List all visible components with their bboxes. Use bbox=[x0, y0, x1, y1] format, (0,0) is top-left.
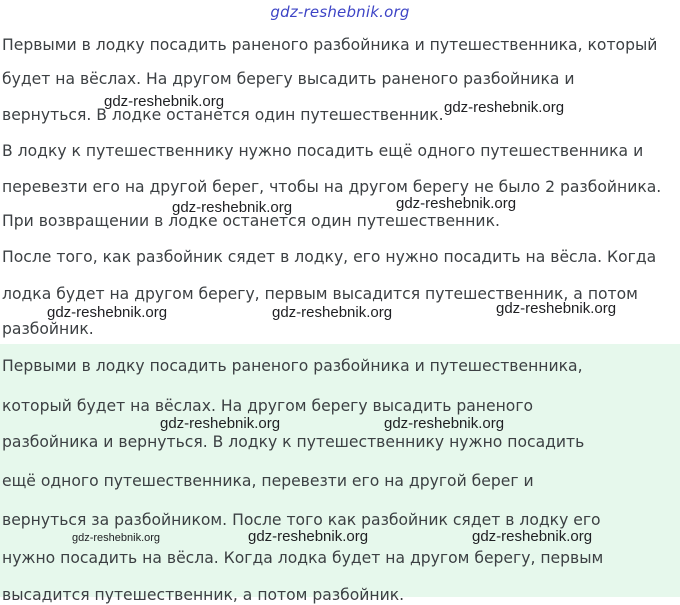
text-line: перевезти его на другой берег, чтобы на другом берегу не было 2 разбойника. bbox=[2, 178, 662, 196]
watermark: gdz-reshebnik.org bbox=[248, 528, 369, 545]
text-line: Первыми в лодку посадить раненого разбойника и путешественника, который bbox=[2, 36, 658, 54]
text-line: вернуться за разбойником. После того как разбойник сядет в лодку его bbox=[2, 511, 601, 529]
watermark: gdz-reshebnik.org bbox=[160, 415, 281, 432]
text-line: ещё одного путешественника, перевезти его на другой берег и bbox=[2, 472, 534, 490]
watermark: gdz-reshebnik.org bbox=[472, 528, 593, 545]
answer-block-2 bbox=[0, 344, 680, 604]
watermark: gdz-reshebnik.org bbox=[396, 195, 517, 212]
text-line: высадится путешественник, а потом разбойник. bbox=[2, 586, 405, 604]
text-line: После того, как разбойник сядет в лодку, его нужно посадить на вёсла. Когда bbox=[2, 248, 657, 266]
text-line: лодка будет на другом берегу, первым высадится путешественник, а потом bbox=[2, 285, 638, 303]
text-line: В лодку к путешественнику нужно посадить ещё одного путешественника и bbox=[2, 142, 644, 160]
watermark: gdz-reshebnik.org bbox=[272, 304, 393, 321]
answer-block-1 bbox=[0, 26, 680, 344]
site-header bbox=[0, 0, 680, 26]
text-line: При возвращении в лодке останется один путешественник. bbox=[2, 212, 500, 230]
text-line: нужно посадить на вёсла. Когда лодка будет на другом берегу, первым bbox=[2, 549, 604, 567]
text-line: вернуться. В лодке останется один путешественник. bbox=[2, 106, 444, 124]
watermark: gdz-reshebnik.org bbox=[47, 304, 168, 321]
text-line: который будет на вёслах. На другом берегу высадить раненого bbox=[2, 397, 534, 415]
watermark: gdz-reshebnik.org bbox=[496, 300, 617, 317]
watermark: gdz-reshebnik.org bbox=[172, 199, 293, 216]
text-line: будет на вёслах. На другом берегу высадить раненого разбойника и bbox=[2, 70, 575, 88]
watermark: gdz-reshebnik.org bbox=[104, 93, 225, 110]
text-line: Первыми в лодку посадить раненого разбойника и путешественника, bbox=[2, 357, 583, 375]
watermark: gdz-reshebnik.org bbox=[444, 99, 565, 116]
watermark: gdz-reshebnik.org bbox=[384, 415, 505, 432]
watermark: gdz-reshebnik.org bbox=[72, 532, 161, 544]
text-line: разбойник. bbox=[2, 320, 94, 338]
site-title-link[interactable]: gdz-reshebnik.org bbox=[270, 3, 410, 21]
text-line: разбойника и вернуться. В лодку к путешественнику нужно посадить bbox=[2, 433, 585, 451]
